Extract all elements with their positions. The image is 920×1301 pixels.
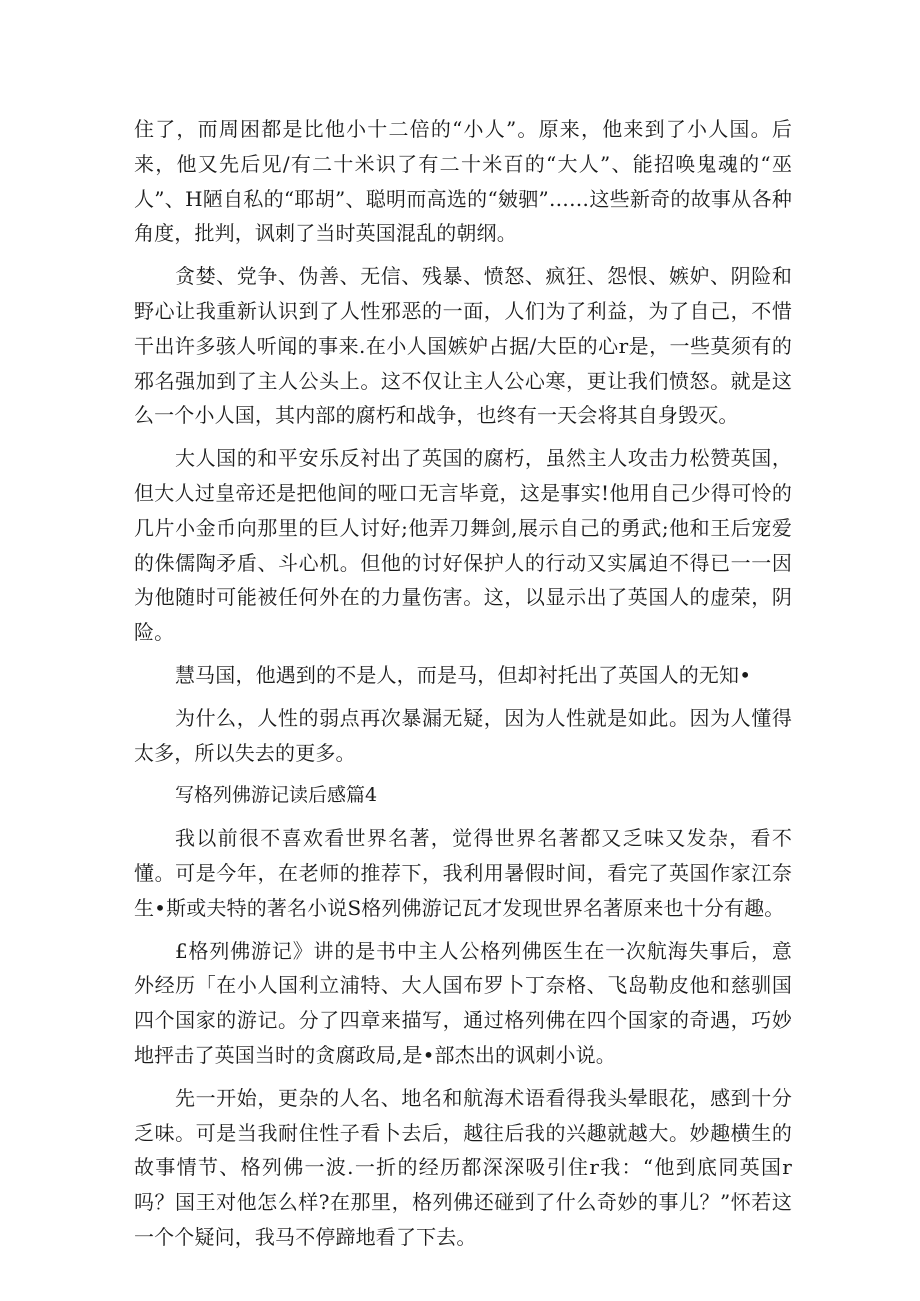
paragraph-5: 为什么，人性的弱点再次暴漏无疑，因为人性就是如此。因为人懂得太多，所以失去的更多。 bbox=[134, 705, 792, 765]
paragraph-8: 先一开始，更杂的人名、地名和航海术语看得我头晕眼花，感到十分乏味。可是当我耐住性子看卜去后，越往后我的兴趣就越大。妙趣横生的故事情节、格列佛一波.一折的经历都深深吸引住r我：“他到底同英国r吗？国王对他怎么样?在那里，格列佛还碰到了什么奇妙的事儿？”怀若这一个个疑问，我马不停蹄地看了下去。 bbox=[134, 1085, 792, 1249]
paragraph-2: 贪婪、党争、伪善、无信、残暴、愤怒、疯狂、怨恨、嫉妒、阴险和野心让我重新认识到了人性邪恶的一面，人们为了利益，为了自己，不惜干出许多骇人听闻的事来.在小人国嫉妒占据/大臣的心r是，一些莫须有的邪名强加到了主人公头上。这不仅让主人公心寒，更让我们愤怒。就是这么一个小人国，其内部的腐朽和战争，也终有一天会将其自身毁灭。 bbox=[134, 264, 792, 428]
paragraph-4: 慧马国，他遇到的不是人，而是马，但却衬托出了英国人的无知• bbox=[175, 662, 752, 687]
paragraph-7: £格列佛游记》讲的是书中主人公格列佛医生在一次航海失事后，意外经历「在小人国利立浦特、大人国布罗卜丁奈格、飞岛勒皮他和慈驯国四个国家的游记。分了四章来描写，通过格列佛在四个国家的奇遇，巧妙地抨击了英国当时的贪腐政局,是•部杰出的讽刺小说。 bbox=[134, 938, 792, 1067]
section-heading: 写格列佛游记读后感篇4 bbox=[175, 784, 378, 807]
paragraph-6: 我以前很不喜欢看世界名著，觉得世界名著都又乏味又发杂，看不懂。可是今年，在老师的推荐下，我利用暑假时间，看完了英国作家江奈生•斯或夫特的著名小说S格列佛游记瓦才发现世界名著原来也十分有趣。 bbox=[134, 826, 792, 920]
paragraph-1: 住了，而周困都是比他小十二倍的“小人”。原来，他来到了小人国。后来，他又先后见/有二十米识了有二十米百的“大人”、能招唤鬼魂的“巫人”、H陋自私的“耶胡”、聪明而高选的“皴驷”……这些新奇的故事从各种角度，批判，讽刺了当时英国混乱的朝纲。 bbox=[134, 117, 792, 246]
paragraph-3: 大人国的和平安乐反衬出了英国的腐朽，虽然主人攻击力松赞英国，但大人过皇帝还是把他间的哑口无言毕竟，这是事实!他用自己少得可怜的几片小金币向那里的巨人讨好;他弄刀舞剑,展示自己的勇武;他和王后宠爱的侏儒陶矛盾、斗心机。但他的讨好保护人的行动又实属迫不得已一一因为他随时可能被任何外在的力量伤害。这，以显示出了英国人的虚荣，阴险。 bbox=[134, 446, 792, 645]
